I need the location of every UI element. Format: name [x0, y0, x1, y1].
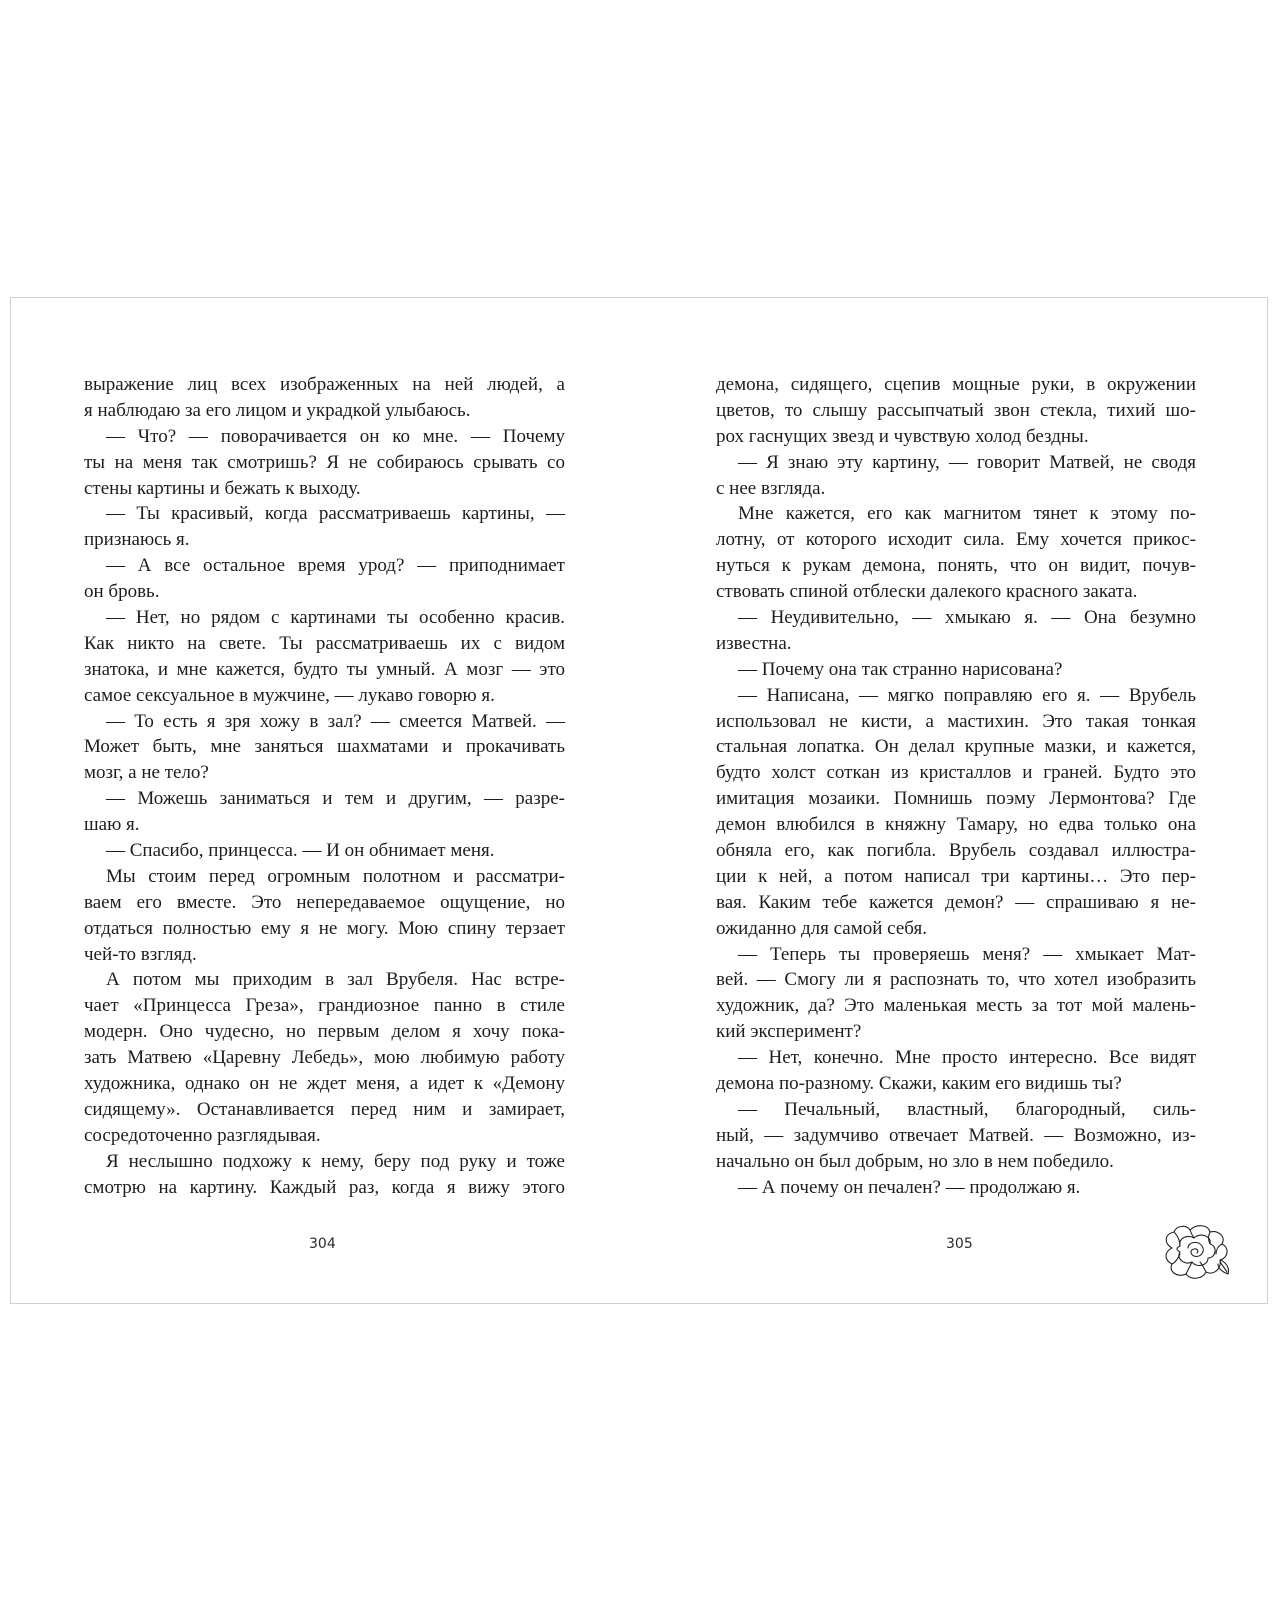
text-line: демона по-разному. Скажи, каким его видишь ты? — [716, 1073, 1122, 1095]
text-line: ный, — задумчиво отвечает Матвей. — Возможно, из- — [716, 1124, 1196, 1146]
text-line: — А все остальное время урод? — приподнимает — [106, 555, 565, 577]
text-line: нуться к рукам демона, понять, что он видит, почув- — [716, 555, 1196, 577]
text-line: он бровь. — [84, 581, 160, 603]
text-line: вей. — Смогу ли я распознать то, что хотел изобразить — [716, 969, 1196, 991]
text-line: зать Матвею «Царевну Лебедь», мою любимую работу — [84, 1047, 565, 1069]
text-line: имитация мозаики. Помнишь поэму Лермонтова? Где — [716, 788, 1196, 810]
text-line: — То есть я зря хожу в зал? — смеется Матвей. — — [106, 710, 565, 732]
text-line: — Теперь ты проверяешь меня? — хмыкает Мат- — [738, 943, 1196, 965]
right-page-text — [716, 372, 1196, 1201]
text-line: художник, да? Это маленькая месть за тот мой малень- — [716, 995, 1196, 1017]
text-line: демон влюбился в княжну Тамару, но едва только она — [716, 814, 1196, 836]
text-line: лотну, от которого исходит сила. Ему хочется прикос- — [716, 529, 1196, 551]
text-line: признаюсь я. — [84, 529, 190, 551]
text-line: использовал не кисти, а мастихин. Это такая тонкая — [716, 710, 1196, 732]
text-line: с нее взгляда. — [716, 477, 826, 499]
text-line: — Почему она так странно нарисована? — [738, 658, 1063, 680]
text-line: модерн. Оно чудесно, но первым делом я хочу пока- — [84, 1021, 565, 1043]
text-line: обняла его, как погибла. Врубель создавал иллюстра- — [716, 840, 1196, 862]
page-number-left: 304 — [309, 1236, 336, 1252]
text-line: выражение лиц всех изображенных на ней людей, а — [84, 374, 565, 395]
text-line: — Ты красивый, когда рассматриваешь картины, — — [106, 503, 565, 525]
rose-icon — [1160, 1222, 1234, 1284]
text-line: знатока, и мне кажется, будто ты умный. А мозг — это — [84, 658, 565, 680]
text-line: рох гаснущих звезд и чувствую холод бездны. — [716, 425, 1089, 447]
text-line: самое сексуальное в мужчине, — лукаво говорю я. — [84, 684, 495, 706]
text-line: — Неудивительно, — хмыкаю я. — Она безумно — [738, 607, 1196, 629]
text-line: ты на меня так смотришь? Я не собираюсь срывать со — [84, 451, 565, 473]
text-line: известна. — [716, 632, 792, 654]
text-line: художника, однако он не ждет меня, а идет к «Демону — [84, 1073, 565, 1095]
text-line: — Нет, но рядом с картинами ты особенно красив. — [106, 607, 565, 629]
text-line: ции к ней, а потом написал три картины… Это пер- — [716, 865, 1196, 887]
text-line: чей-то взгляд. — [84, 943, 197, 965]
text-line: будто холст соткан из кристаллов и граней. Будто это — [716, 762, 1196, 784]
text-line: Мы стоим перед огромным полотном и рассматри- — [106, 865, 565, 887]
text-line: — А почему он печален? — продолжаю я. — [738, 1176, 1081, 1198]
text-line: ваем его вместе. Это непередаваемое ощущение, но — [84, 891, 565, 913]
text-line: — Можешь заниматься и тем и другим, — разре- — [106, 788, 565, 810]
text-line: Как никто на свете. Ты рассматриваешь их с видом — [84, 632, 565, 654]
text-line: начально он был добрым, но зло в нем победило. — [716, 1150, 1114, 1172]
text-line: мозг, а не тело? — [84, 762, 209, 784]
text-line: я наблюдаю за его лицом и украдкой улыбаюсь. — [84, 399, 471, 421]
text-line: А потом мы приходим в зал Врубеля. Нас встре- — [106, 969, 565, 991]
text-line: — Написана, — мягко поправляю его я. — Врубель — [738, 684, 1196, 706]
text-line: — Я знаю эту картину, — говорит Матвей, не сводя — [738, 451, 1196, 473]
text-line: демона, сидящего, сцепив мощные руки, в окружении — [716, 374, 1196, 395]
text-line: смотрю на картину. Каждый раз, когда я вижу этого — [84, 1176, 565, 1198]
text-line: кий эксперимент? — [716, 1021, 862, 1043]
text-line: отдаться полностью ему я не могу. Мою спину терзает — [84, 917, 565, 939]
text-line: цветов, то слышу рассыпчатый звон стекла, тихий шо- — [716, 399, 1196, 421]
text-line: — Что? — поворачивается он ко мне. — Почему — [106, 425, 565, 447]
left-page-text — [84, 372, 565, 1201]
text-line: сосредоточенно разглядывая. — [84, 1124, 321, 1146]
text-line: стальная лопатка. Он делал крупные мазки, и кажется, — [716, 736, 1196, 758]
text-line: ствовать спиной отблески далекого красного заката. — [716, 581, 1138, 603]
text-line: ожиданно для самой себя. — [716, 917, 927, 939]
text-line: — Печальный, властный, благородный, силь- — [738, 1098, 1196, 1120]
text-line: стены картины и бежать к выходу. — [84, 477, 361, 499]
text-line: Может быть, мне заняться шахматами и прокачивать — [84, 736, 565, 758]
text-line: вая. Каким тебе кажется демон? — спрашиваю я не- — [716, 891, 1196, 913]
text-line: — Спасибо, принцесса. — И он обнимает меня. — [106, 840, 495, 862]
text-line: чает «Принцесса Греза», грандиозное панно в стиле — [84, 995, 565, 1017]
text-line: сидящему». Останавливается перед ним и замирает, — [84, 1098, 565, 1120]
text-line: Мне кажется, его как магнитом тянет к этому по- — [738, 503, 1196, 525]
page-number-right: 305 — [946, 1236, 973, 1252]
text-line: шаю я. — [84, 814, 140, 836]
text-line: Я неслышно подхожу к нему, беру под руку и тоже — [106, 1150, 565, 1172]
text-line: — Нет, конечно. Мне просто интересно. Все видят — [738, 1047, 1196, 1069]
